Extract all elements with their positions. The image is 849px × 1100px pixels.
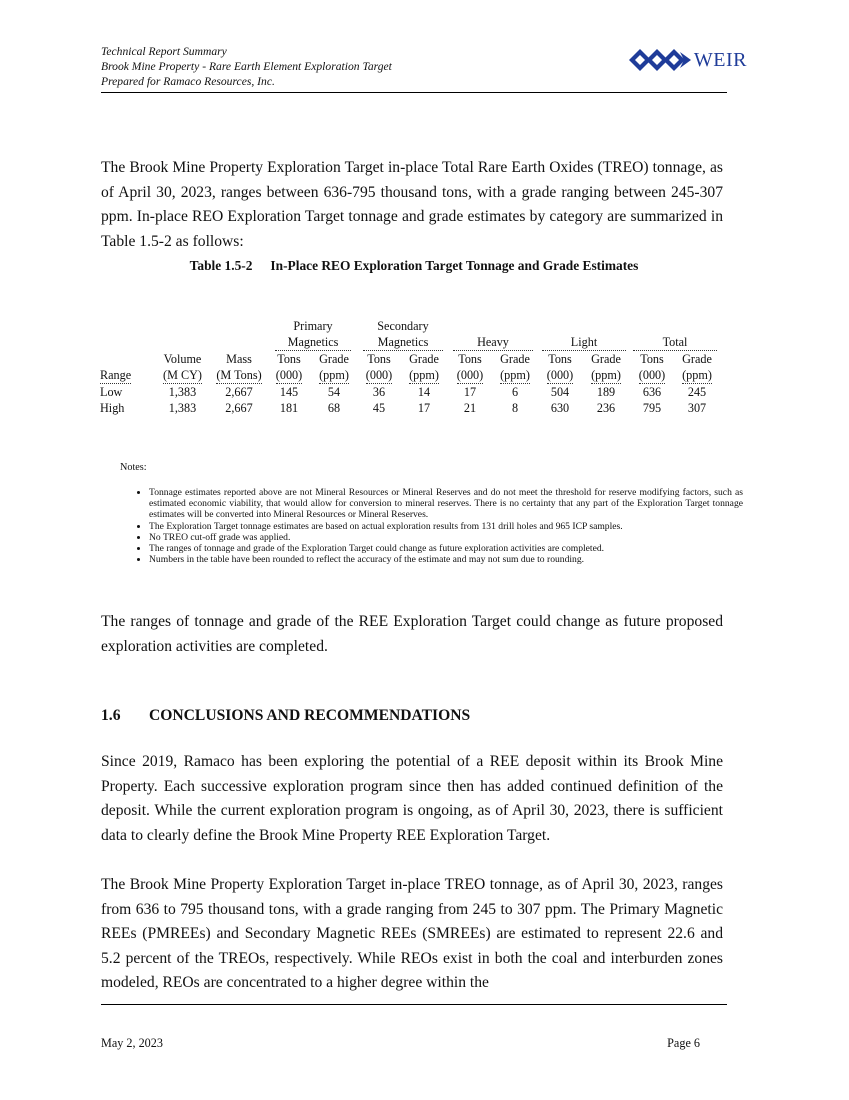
row-total-tons: 636 xyxy=(642,385,662,399)
section-title: CONCLUSIONS AND RECOMMENDATIONS xyxy=(149,707,471,724)
row-mass: 2,667 xyxy=(225,385,253,399)
secondary-magnetics-header-1: Secondary xyxy=(377,319,429,333)
secondary-magnetics-header-2: Magnetics xyxy=(363,334,443,351)
row-volume: 1,383 xyxy=(168,401,197,415)
ranges-paragraph: The ranges of tonnage and grade of the REE Exploration Target could change as future proposed exploration activities are completed. xyxy=(101,613,723,655)
note-item: • The ranges of tonnage and grade of the Exploration Target could change as future exploration activities are completed. xyxy=(149,543,743,554)
page-header xyxy=(101,44,747,93)
primary-magnetics-header-2: Magnetics xyxy=(275,334,351,351)
group-header-row-2 xyxy=(100,334,720,351)
sm-grade-header: Grade xyxy=(409,352,439,366)
column-header-row-2 xyxy=(100,367,720,384)
mass-unit: (M Tons) xyxy=(216,368,262,382)
row-heavy-grade: 6 xyxy=(511,385,519,399)
light-grade-header: Grade xyxy=(591,352,621,366)
row-sm-tons: 36 xyxy=(372,385,386,399)
heavy-grade-unit: (ppm) xyxy=(500,368,530,382)
row-volume: 1,383 xyxy=(168,385,197,399)
row-heavy-tons: 21 xyxy=(463,401,477,415)
note-item: • The Exploration Target tonnage estimates are based on actual exploration results from 131 drill holes and 965 ICP samples. xyxy=(149,521,743,532)
light-tons-header: Tons xyxy=(548,352,572,366)
row-heavy-tons: 17 xyxy=(463,385,477,399)
total-header: Total xyxy=(633,334,717,351)
notes-list xyxy=(133,487,743,565)
notes-label: Notes: xyxy=(120,462,147,473)
weir-diamonds-icon xyxy=(629,48,691,72)
light-grade-unit: (ppm) xyxy=(591,368,621,382)
table-row-low xyxy=(100,384,720,400)
table-number: Table 1.5-2 xyxy=(189,258,253,273)
row-sm-grade: 14 xyxy=(417,385,431,399)
row-pm-tons: 181 xyxy=(279,401,299,415)
pm-grade-header: Grade xyxy=(319,352,349,366)
table-caption xyxy=(101,258,727,274)
heavy-tons-header: Tons xyxy=(458,352,482,366)
conclusion-paragraph-2: The Brook Mine Property Exploration Target in-place TREO tonnage, as of April 30, 2023, ranges from 636 to 795 thousand tons, with a grade ranging from 245 to 307 ppm. The Primary Magnetic REEs (PMREEs) and Secondary Magnetic REEs (SMREEs) are estimated to represent 22.6 and 5.2 percent of the TREOs, respectively. While REOs exist in both the coal and interburden zones modeled, REOs are concentrated to a higher degree within the xyxy=(101,876,723,991)
heavy-header: Heavy xyxy=(453,334,533,351)
conclusion-paragraph-1: Since 2019, Ramaco has been exploring the potential of a REE deposit within its Brook Mine Property. Each successive exploration program since then has added continued definition of the deposit. While the current exploration program is ongoing, as of April 30, 2023, there is sufficient data to clearly define the Brook Mine Property REE Exploration Target. xyxy=(101,753,723,844)
note-item: • Numbers in the table have been rounded to reflect the accuracy of the estimate and may not sum due to rounding. xyxy=(149,554,743,565)
note-item: • Tonnage estimates reported above are not Mineral Resources or Mineral Reserves and do not meet the threshold for reserve modifying factors, such as estimated economic viability, that would allow for conversion to mineral reserves. There is no certainty that any part of the Exploration Target tonnage estimates will be converted into Mineral Resources or Mineral Reserves. xyxy=(149,487,743,521)
row-total-tons: 795 xyxy=(642,401,662,415)
row-pm-tons: 145 xyxy=(279,385,299,399)
row-light-tons: 504 xyxy=(550,385,570,399)
section-heading xyxy=(101,707,470,725)
total-tons-unit: (000) xyxy=(638,368,666,382)
header-line-2: Brook Mine Property - Rare Earth Element Exploration Target xyxy=(101,60,392,73)
pm-tons-unit: (000) xyxy=(275,368,303,382)
row-sm-tons: 45 xyxy=(372,401,386,415)
note-item: • No TREO cut-off grade was applied. xyxy=(149,532,743,543)
intro-paragraph: The Brook Mine Property Exploration Target in-place Total Rare Earth Oxides (TREO) tonnage, as of April 30, 2023, ranges between 636-795 thousand tons, with a grade ranging between 245-307 ppm. In-place REO Exploration Target tonnage and grade estimates by category are summarized in Table 1.5-2 as follows: xyxy=(101,159,723,250)
light-header: Light xyxy=(542,334,626,351)
total-tons-header: Tons xyxy=(640,352,664,366)
header-line-1: Technical Report Summary xyxy=(101,45,227,58)
row-sm-grade: 17 xyxy=(417,401,431,415)
row-total-grade: 307 xyxy=(687,401,707,415)
volume-header: Volume xyxy=(163,352,202,366)
primary-magnetics-header-1: Primary xyxy=(293,319,333,333)
heavy-tons-unit: (000) xyxy=(456,368,484,382)
volume-unit: (M CY) xyxy=(163,368,202,382)
sm-grade-unit: (ppm) xyxy=(409,368,439,382)
footer-date: May 2, 2023 xyxy=(101,1036,163,1050)
sm-tons-header: Tons xyxy=(367,352,391,366)
light-tons-unit: (000) xyxy=(546,368,574,382)
row-light-grade: 236 xyxy=(596,401,616,415)
pm-tons-header: Tons xyxy=(277,352,301,366)
total-grade-unit: (ppm) xyxy=(682,368,712,382)
range-header: Range xyxy=(100,368,132,382)
mass-header: Mass xyxy=(226,352,252,366)
estimates-table xyxy=(100,318,720,416)
header-line-3: Prepared for Ramaco Resources, Inc. xyxy=(101,75,275,88)
page-footer xyxy=(101,1004,727,1050)
weir-logo xyxy=(629,48,747,72)
pm-grade-unit: (ppm) xyxy=(319,368,349,382)
row-range: Low xyxy=(100,385,123,399)
row-pm-grade: 54 xyxy=(327,385,341,399)
total-grade-header: Grade xyxy=(682,352,712,366)
table-title: In-Place REO Exploration Target Tonnage and Grade Estimates xyxy=(270,258,639,273)
section-number: 1.6 xyxy=(101,707,121,724)
column-header-row-1 xyxy=(100,351,720,367)
row-total-grade: 245 xyxy=(687,385,707,399)
row-heavy-grade: 8 xyxy=(511,401,519,415)
sm-tons-unit: (000) xyxy=(365,368,393,382)
row-mass: 2,667 xyxy=(225,401,253,415)
heavy-grade-header: Grade xyxy=(500,352,530,366)
group-header-row-1 xyxy=(100,318,720,334)
table-row-high xyxy=(100,400,720,416)
logo-text: WEIR xyxy=(693,48,747,71)
row-light-grade: 189 xyxy=(596,385,616,399)
row-light-tons: 630 xyxy=(550,401,570,415)
row-pm-grade: 68 xyxy=(327,401,341,415)
row-range: High xyxy=(100,401,125,415)
footer-page-number: Page 6 xyxy=(667,1036,700,1050)
